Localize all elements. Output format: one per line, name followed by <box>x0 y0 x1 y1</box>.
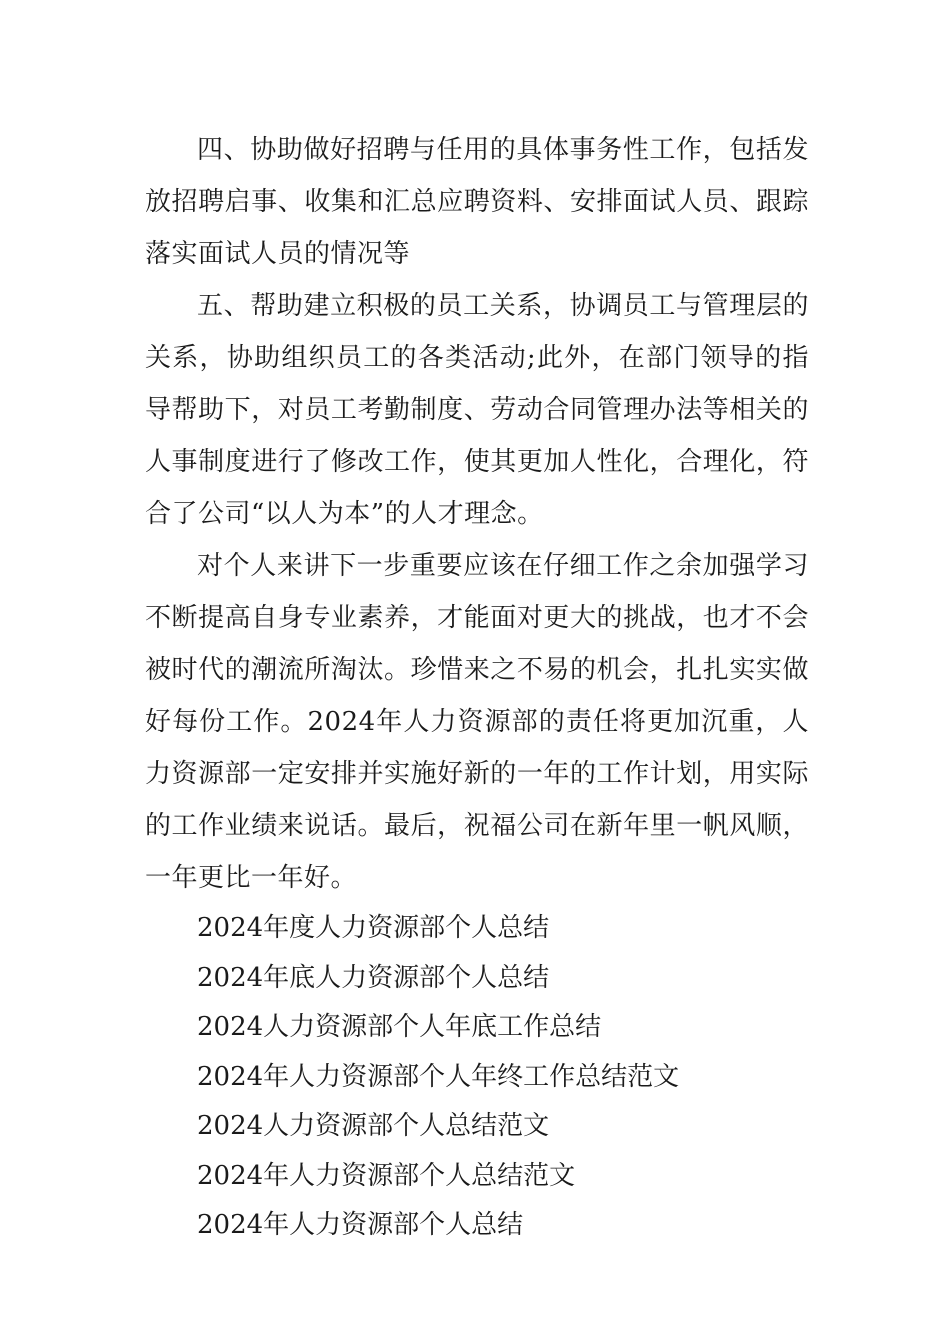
document-body <box>145 124 809 1251</box>
paragraph-personal-plan: 对个人来讲下一步重要应该在仔细工作之余加强学习不断提高自身专业素养，才能面对更大的挑战，也才不会被时代的潮流所淘汰。珍惜来之不易的机会，扎扎实实做好每份工作。2024年人力资源部的责任将更加沉重，人力资源部一定安排并实施好新的一年的工作计划，用实际的工作业绩来说话。最后，祝福公司在新年里一帆风顺，一年更比一年好。 <box>145 551 809 893</box>
related-link-summary-sample-2[interactable]: 2024年人力资源部个人总结范文 <box>197 1160 576 1191</box>
related-link-year-end-summary-sample[interactable]: 2024年人力资源部个人年终工作总结范文 <box>197 1061 680 1092</box>
related-link-year-end-work-summary[interactable]: 2024人力资源部个人年底工作总结 <box>197 1012 602 1042</box>
related-links-list <box>145 904 809 1251</box>
related-link-year-end-summary[interactable]: 2024年底人力资源部个人总结 <box>197 962 550 993</box>
related-link-annual-summary[interactable]: 2024年度人力资源部个人总结 <box>197 913 550 943</box>
related-link-summary-sample[interactable]: 2024人力资源部个人总结范文 <box>197 1111 550 1141</box>
related-link-personal-summary[interactable]: 2024年人力资源部个人总结 <box>197 1210 524 1240</box>
paragraph-recruitment: 四、协助做好招聘与任用的具体事务性工作，包括发放招聘启事、收集和汇总应聘资料、安排面试人员、跟踪落实面试人员的情况等 <box>145 135 809 269</box>
paragraph-employee-relations: 五、帮助建立积极的员工关系，协调员工与管理层的关系，协助组织员工的各类活动;此外，在部门领导的指导帮助下，对员工考勤制度、劳动合同管理办法等相关的人事制度进行了修改工作，使其更加人性化，合理化，符合了公司“以人为本”的人才理念。 <box>145 291 809 529</box>
